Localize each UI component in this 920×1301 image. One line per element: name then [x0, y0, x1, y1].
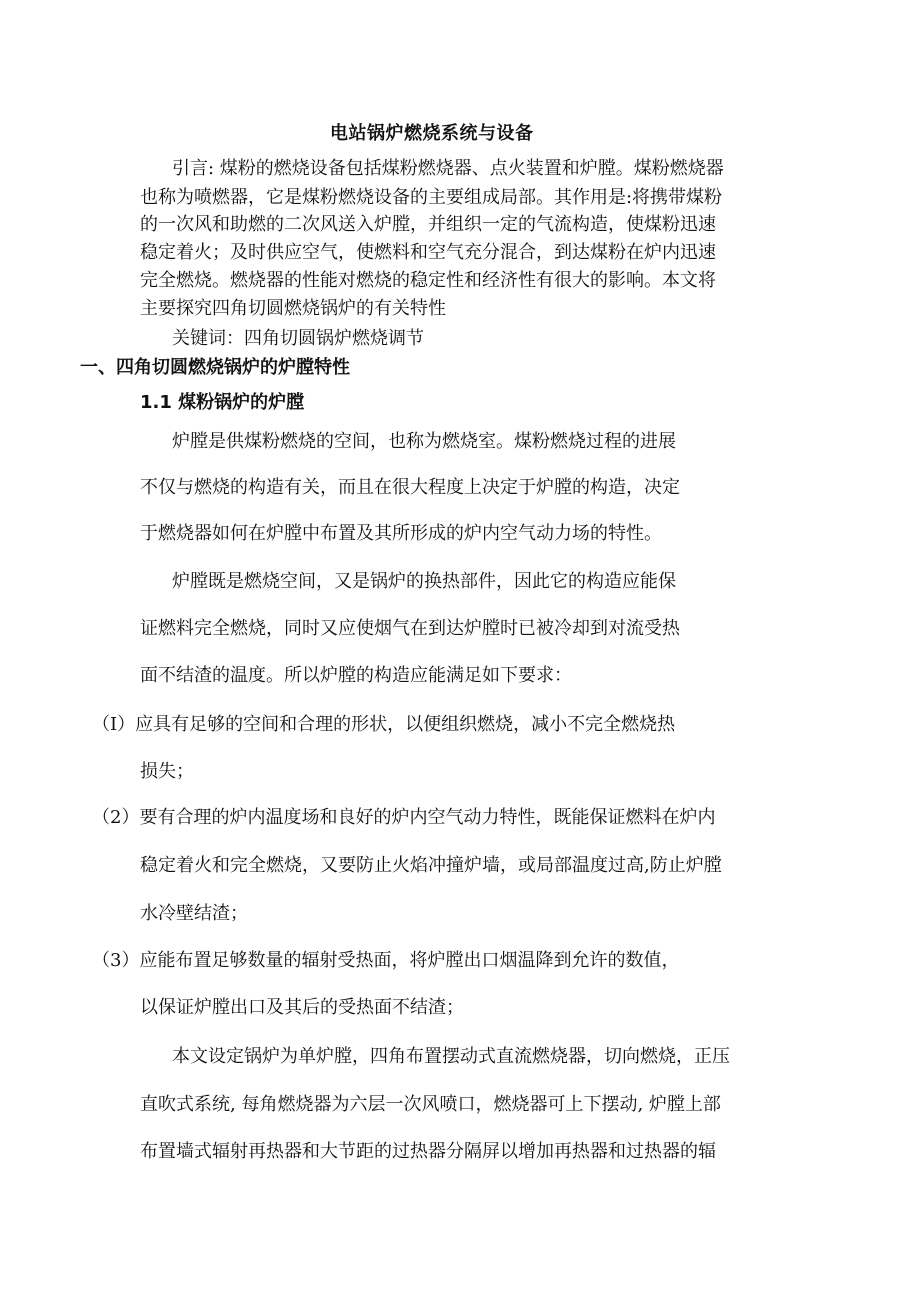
intro-line: 稳定着火；及时供应空气，使燃料和空气充分混合，到达煤粉在炉内迅速 [140, 242, 716, 263]
intro-line: 主要探究四角切圆燃烧锅炉的有关特性 [140, 298, 446, 319]
paragraph-line: 面不结渣的温度。所以炉膛的构造应能满足如下要求： [140, 665, 572, 686]
document-title: 电站锅炉燃烧系统与设备 [330, 123, 534, 144]
requirement-item: 稳定着火和完全燃烧，又要防止火焰冲撞炉墙，或局部温度过高,防止炉膛 [140, 855, 722, 876]
paragraph-line: 本文设定锅炉为单炉膛，四角布置摆动式直流燃烧器，切向燃烧，正压 [172, 1046, 730, 1067]
requirement-item: （2）要有合理的炉内温度场和良好的炉内空气动力特性，既能保证燃料在炉内 [92, 807, 716, 828]
section-heading: 一、四角切圆燃烧锅炉的炉膛特性 [80, 357, 350, 378]
requirement-item: （3）应能布置足够数量的辐射受热面，将炉膛出口烟温降到允许的数值， [92, 950, 680, 971]
paragraph-line: 证燃料完全燃烧，同时又应使烟气在到达炉膛时已被冷却到对流受热 [140, 618, 680, 639]
paragraph-line: 不仅与燃烧的构造有关，而且在很大程度上决定于炉膛的构造，决定 [140, 477, 680, 498]
paragraph-line: 直吹式系统, 每角燃烧器为六层一次风喷口，燃烧器可上下摆动, 炉膛上部 [140, 1094, 721, 1115]
subsection-heading: 1.1 煤粉锅炉的炉膛 [140, 392, 305, 413]
intro-line: 的一次风和助燃的二次风送入炉膛，并组织一定的气流构造，使煤粉迅速 [140, 214, 716, 235]
requirement-item: （I）应具有足够的空间和合理的形状，以便组织燃烧，减小不完全燃烧热 [92, 714, 676, 735]
intro-line: 完全燃烧。燃烧器的性能对燃烧的稳定性和经济性有很大的影响。本文将 [140, 270, 716, 291]
requirement-item: 以保证炉膛出口及其后的受热面不结渣； [140, 997, 464, 1018]
paragraph-line: 炉膛既是燃烧空间，又是锅炉的换热部件，因此它的构造应能保 [172, 571, 676, 592]
keywords: 关键词：四角切圆锅炉燃烧调节 [172, 328, 424, 349]
intro-line: 也称为喷燃器，它是煤粉燃烧设备的主要组成局部。其作用是:将携带煤粉 [140, 187, 723, 208]
paragraph-line: 炉膛是供煤粉燃烧的空间，也称为燃烧室。煤粉燃烧过程的进展 [172, 431, 676, 452]
paragraph-line: 布置墙式辐射再热器和大节距的过热器分隔屏以增加再热器和过热器的辐 [140, 1141, 716, 1162]
requirement-item: 损失； [140, 761, 194, 782]
paragraph-line: 于燃烧器如何在炉膛中布置及其所形成的炉内空气动力场的特性。 [140, 523, 662, 544]
requirement-item: 水冷壁结渣； [140, 903, 248, 924]
intro-line: 引言: 煤粉的燃烧设备包括煤粉燃烧器、点火装置和炉膛。煤粉燃烧器 [172, 158, 724, 179]
